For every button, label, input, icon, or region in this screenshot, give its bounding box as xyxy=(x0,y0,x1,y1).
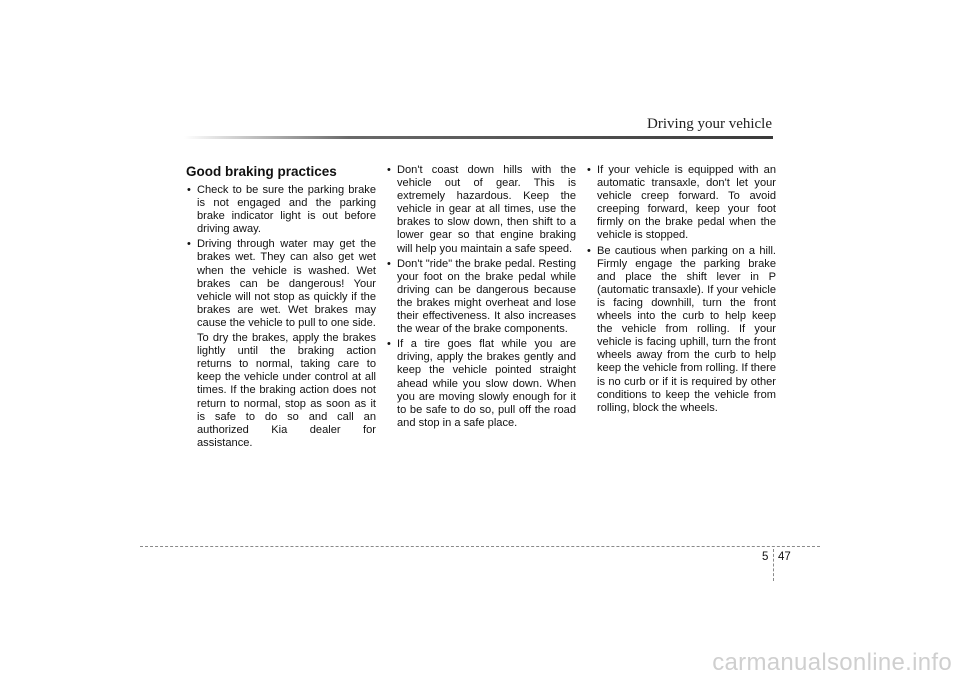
text-column-1 xyxy=(186,164,376,450)
page-number-separator xyxy=(773,549,774,581)
footer-rule xyxy=(140,546,820,547)
list-item: • If your vehicle is equipped with an automatic transaxle, don't let your vehicle creep forward. To avoid creeping forward, keep your foot firmly on the brake pedal when the vehicle is stopped. xyxy=(586,164,776,243)
list-item: • Check to be sure the parking brake is not engaged and the parking brake indicator light is out before driving away. xyxy=(186,184,376,236)
page-header-title: Driving your vehicle xyxy=(647,116,772,132)
list-item: • Driving through water may get the brakes wet. They can also get wet when the vehicle is washed. Wet brakes can be dangerous! Your vehicle will not stop as quickly if the brakes are wet. Wet brakes may cause the vehicle to pull to one side. xyxy=(186,238,376,330)
sub-paragraph: To dry the brakes, apply the brakes lightly until the braking action returns to normal, taking care to keep the vehicle under control at all times. If the braking action does not return to normal, stop as soon as it is safe to do so and call an authorized Kia dealer for assistance. xyxy=(197,332,376,449)
list-item: • If a tire goes flat while you are driving, apply the brakes gently and keep the vehicle pointed straight ahead while you slow down. When you are moving slowly enough for it to be safe to do so, pull off the road and stop in a safe place. xyxy=(386,338,576,430)
chapter-number: 5 xyxy=(762,551,769,563)
text-column-3 xyxy=(586,164,776,417)
list-item: • Don't coast down hills with the vehicle out of gear. This is extremely hazardous. Keep the vehicle in gear at all times, use the brakes to slow down, then shift to a lower gear so that engine braking will help you maintain a safe speed. xyxy=(386,164,576,256)
bullet-list-col3 xyxy=(586,164,776,415)
header-rule xyxy=(184,136,773,139)
bullet-list-col1 xyxy=(186,184,376,330)
text-column-2 xyxy=(386,164,576,432)
section-heading: Good braking practices xyxy=(186,164,337,179)
list-item: • Don't "ride" the brake pedal. Resting your foot on the brake pedal while driving can be dangerous because the brakes might overheat and lose their effectiveness. It also increases the wear of the brake components. xyxy=(386,258,576,337)
list-item: • Be cautious when parking on a hill. Firmly engage the parking brake and place the shift lever in P (automatic transaxle). If your vehicle is facing downhill, turn the front wheels into the curb to help keep the vehicle from rolling. If your vehicle is facing uphill, turn the front wheels away from the curb to help keep the vehicle from rolling. If there is no curb or if it is required by other conditions to keep the vehicle from rolling, block the wheels. xyxy=(586,245,776,415)
page-number: 47 xyxy=(778,551,791,563)
bullet-list-col2 xyxy=(386,164,576,430)
watermark-text: carmanualsonline.info xyxy=(712,649,952,676)
